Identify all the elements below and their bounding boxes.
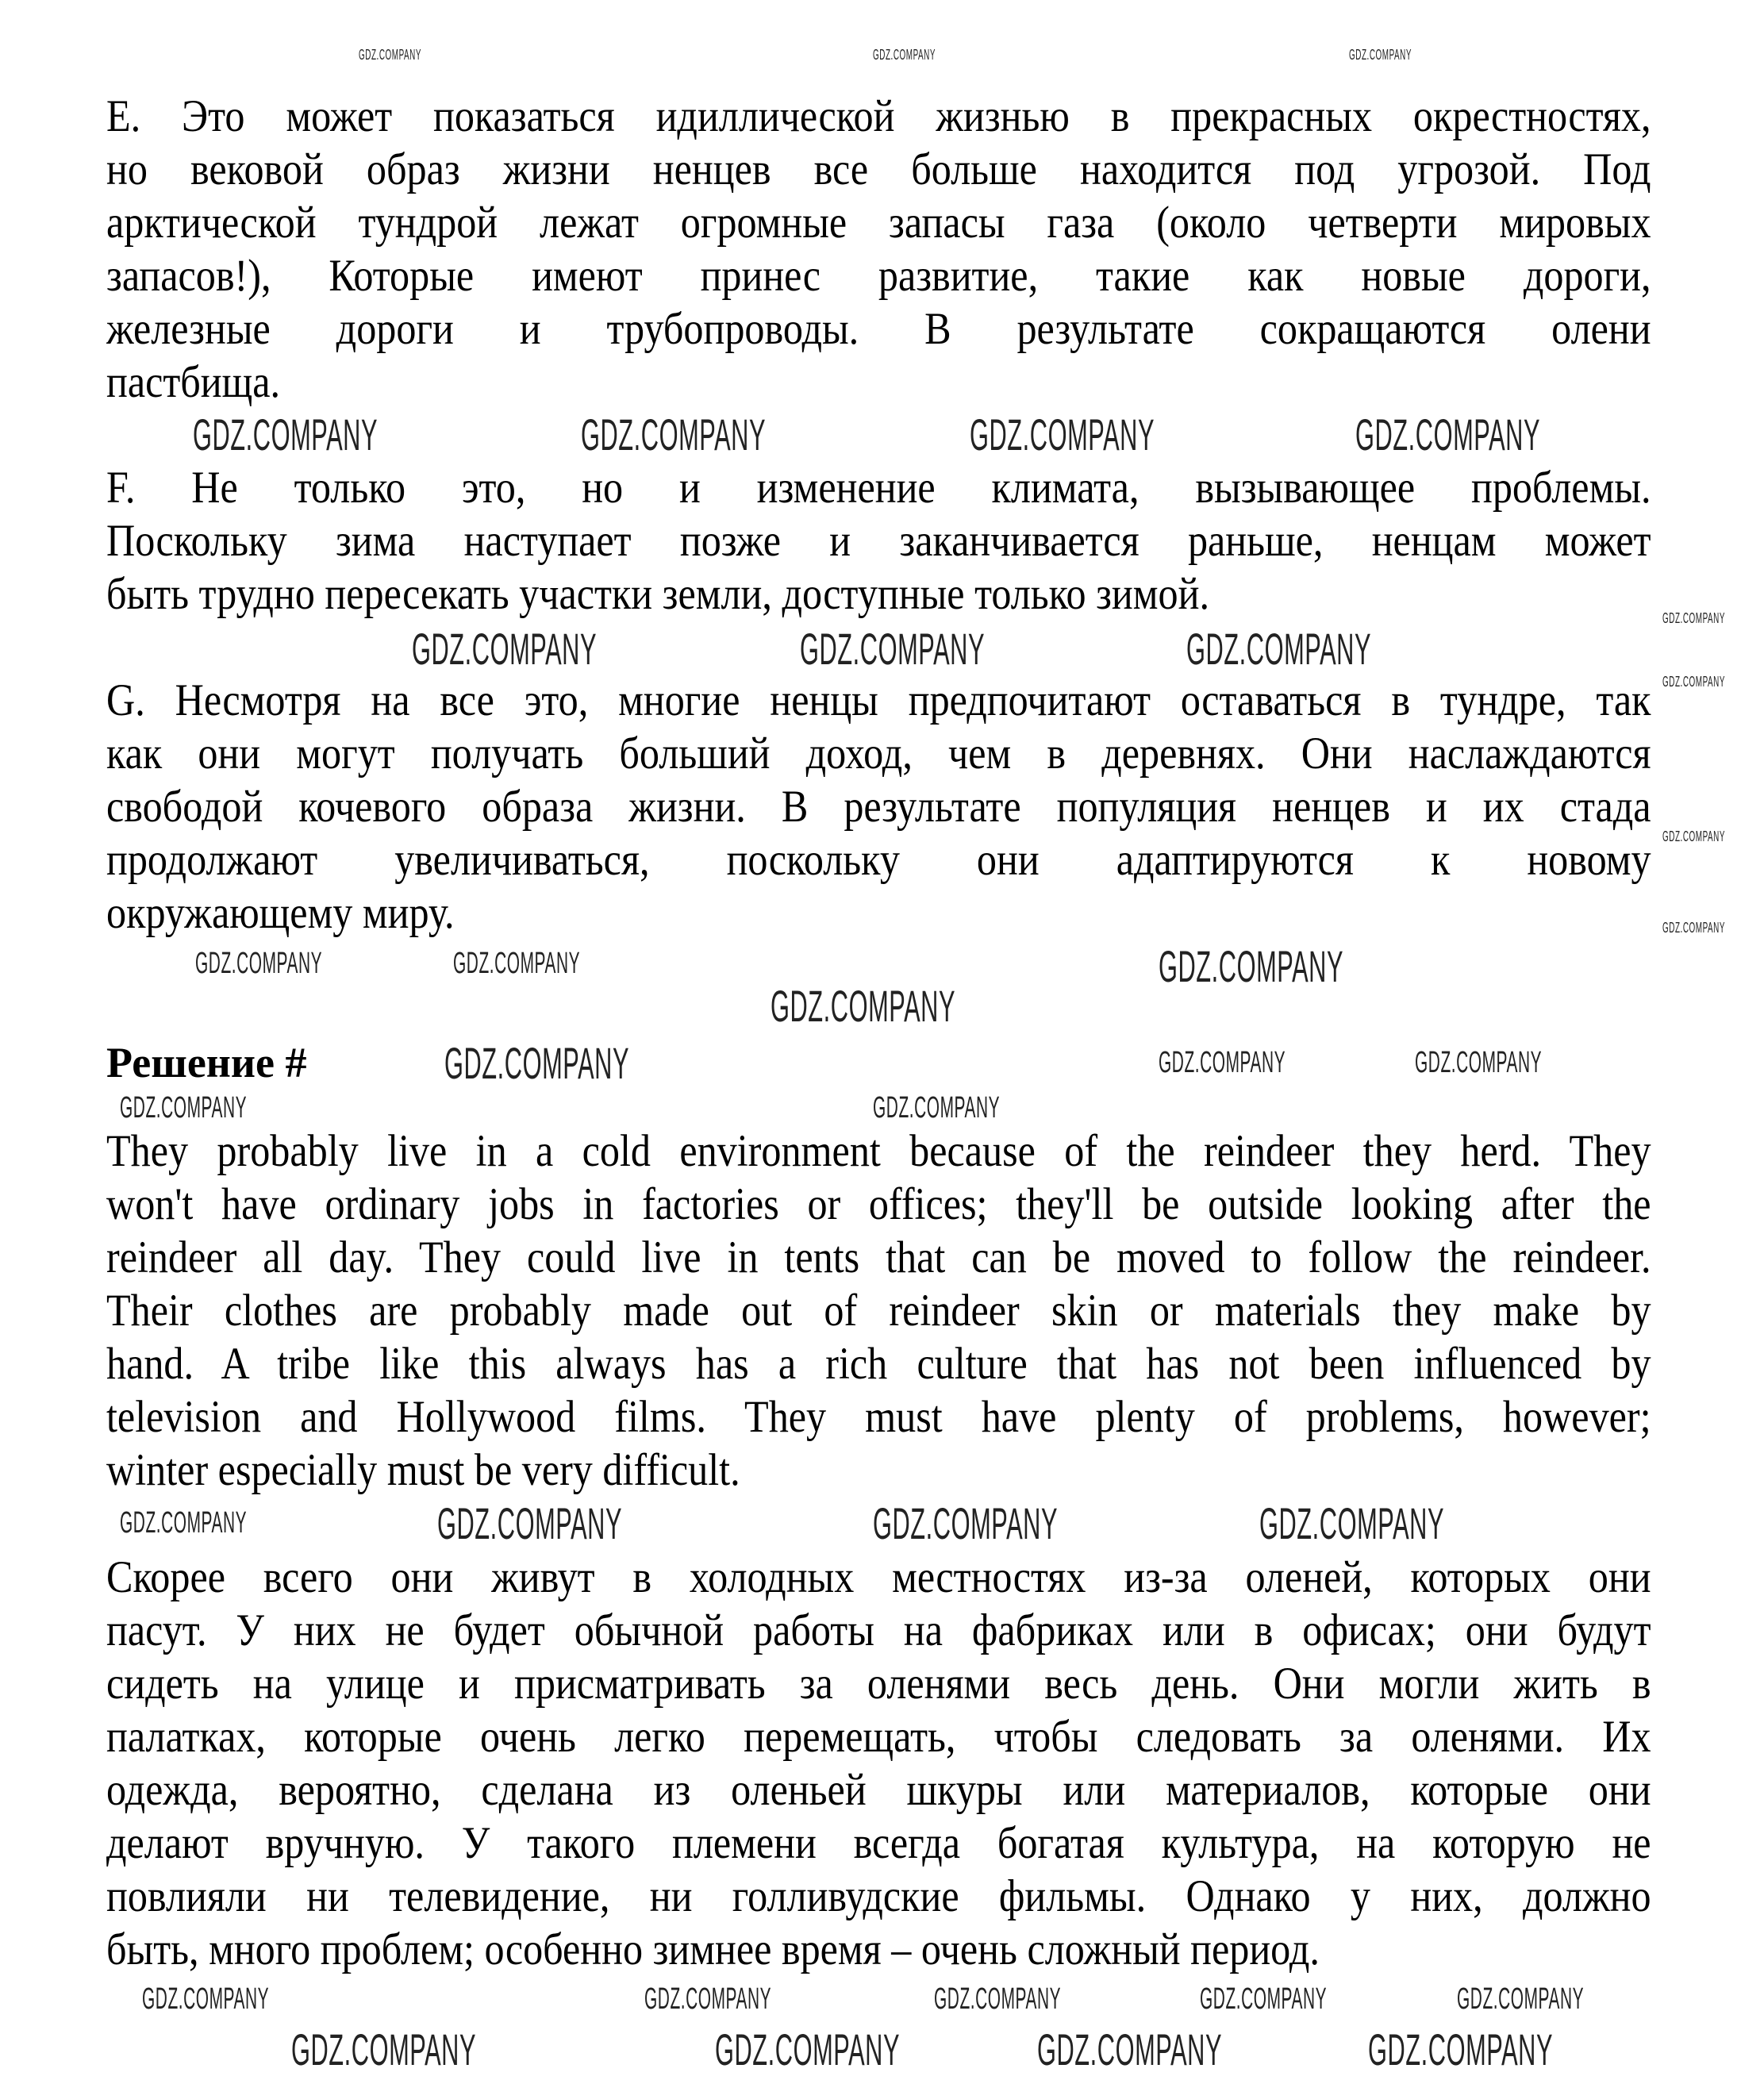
text-line: одежда, вероятно, сделана из оленьей шкуры или материалов, которые они	[106, 1765, 1651, 1815]
watermark: GDZ.COMPANY	[644, 1982, 772, 2016]
text-line: быть, много проблем; особенно зимнее время – очень сложный период.	[106, 1924, 1320, 1974]
watermark: GDZ.COMPANY	[142, 1982, 270, 2016]
paragraph-f	[106, 461, 1651, 621]
text-line: окружающему миру.	[106, 888, 455, 938]
watermark: GDZ.COMPANY	[1200, 1982, 1328, 2016]
watermark: GDZ.COMPANY	[1349, 47, 1412, 63]
watermark: GDZ.COMPANY	[1037, 2024, 1223, 2074]
text-line: как они могут получать больший доход, чем в деревнях. Они наслаждаются	[106, 729, 1651, 779]
watermark: GDZ.COMPANY	[581, 409, 767, 459]
watermark: GDZ.COMPANY	[437, 1498, 623, 1548]
watermark: GDZ.COMPANY	[1662, 674, 1726, 690]
solution-english	[106, 1125, 1651, 1497]
watermark: GDZ.COMPANY	[359, 47, 422, 63]
text-line: television and Hollywood films. They must have plenty of problems, however;	[106, 1392, 1651, 1442]
watermark: GDZ.COMPANY	[193, 409, 379, 459]
watermark: GDZ.COMPANY	[1662, 610, 1726, 626]
text-line: но вековой образ жизни ненцев все больше находится под угрозой. Под	[106, 144, 1651, 194]
text-line: They probably live in a cold environment because of the reindeer they herd. They	[106, 1126, 1651, 1176]
text-line: G. Несмотря на все это, многие ненцы предпочитают оставаться в тундре, так	[106, 675, 1651, 725]
watermark: GDZ.COMPANY	[1368, 2024, 1554, 2074]
text-line: палатках, которые очень легко перемещать, чтобы следовать за оленями. Их	[106, 1712, 1651, 1762]
watermark: GDZ.COMPANY	[934, 1982, 1062, 2016]
watermark: GDZ.COMPANY	[120, 1506, 248, 1540]
watermark: GDZ.COMPANY	[120, 1091, 248, 1125]
text-line: won't have ordinary jobs in factories or offices; they'll be outside looking after the	[106, 1179, 1651, 1229]
watermark: GDZ.COMPANY	[1159, 941, 1344, 991]
watermark: GDZ.COMPANY	[1159, 1046, 1286, 1079]
text-line: быть трудно пересекать участки земли, доступные только зимой.	[106, 569, 1209, 619]
text-line: свободой кочевого образа жизни. В результате популяция ненцев и их стада	[106, 782, 1651, 832]
text-line: F. Не только это, но и изменение климата, вызывающее проблемы.	[106, 463, 1651, 513]
watermark: GDZ.COMPANY	[1355, 409, 1541, 459]
watermark: GDZ.COMPANY	[873, 1498, 1059, 1548]
text-line: железные дороги и трубопроводы. В результате сокращаются олени	[106, 304, 1651, 354]
paragraph-g	[106, 674, 1651, 940]
text-line: арктической тундрой лежат огромные запасы газа (около четверти мировых	[106, 198, 1651, 248]
solution-heading: Решение #	[106, 1039, 307, 1086]
watermark: GDZ.COMPANY	[453, 947, 581, 980]
solution-russian	[106, 1551, 1651, 1976]
watermark: GDZ.COMPANY	[800, 624, 986, 674]
text-line: продолжают увеличиваться, поскольку они адаптируются к новому	[106, 835, 1651, 885]
text-line: Скорее всего они живут в холодных местностях из-за оленей, которых они	[106, 1552, 1651, 1602]
text-line: reindeer all day. They could live in tents that can be moved to follow the reindeer.	[106, 1232, 1651, 1282]
watermark: GDZ.COMPANY	[715, 2024, 901, 2074]
text-line: Е. Это может показаться идиллической жизнью в прекрасных окрестностях,	[106, 91, 1651, 141]
watermark: GDZ.COMPANY	[412, 624, 598, 674]
watermark: GDZ.COMPANY	[291, 2024, 477, 2074]
text-line: Their clothes are probably made out of reindeer skin or materials they make by	[106, 1286, 1651, 1336]
watermark: GDZ.COMPANY	[771, 981, 956, 1031]
watermark: GDZ.COMPANY	[873, 47, 936, 63]
text-line: пастбища.	[106, 357, 281, 407]
watermark: GDZ.COMPANY	[873, 1091, 1001, 1125]
watermark: GDZ.COMPANY	[1186, 624, 1372, 674]
text-line: повлияли ни телевидение, ни голливудские фильмы. Однако у них, должно	[106, 1871, 1651, 1921]
watermark: GDZ.COMPANY	[1259, 1498, 1445, 1548]
watermark: GDZ.COMPANY	[1457, 1982, 1585, 2016]
watermark: GDZ.COMPANY	[1662, 829, 1726, 844]
watermark: GDZ.COMPANY	[1662, 920, 1726, 936]
text-line: сидеть на улице и присматривать за оленями весь день. Они могли жить в	[106, 1659, 1651, 1709]
text-line: hand. A tribe like this always has a rich culture that has not been influenced by	[106, 1339, 1651, 1389]
watermark: GDZ.COMPANY	[1415, 1046, 1543, 1079]
watermark: GDZ.COMPANY	[444, 1038, 630, 1088]
text-line: запасов!), Которые имеют принес развитие, такие как новые дороги,	[106, 251, 1651, 301]
paragraph-e	[106, 90, 1651, 409]
text-line: делают вручную. У такого племени всегда богатая культура, на которую не	[106, 1818, 1651, 1868]
text-line: Поскольку зима наступает позже и заканчивается раньше, ненцам может	[106, 516, 1651, 566]
text-line: winter especially must be very difficult.	[106, 1445, 740, 1495]
watermark: GDZ.COMPANY	[970, 409, 1155, 459]
text-line: пасут. У них не будет обычной работы на фабриках или в офисах; они будут	[106, 1605, 1651, 1655]
watermark: GDZ.COMPANY	[195, 947, 323, 980]
